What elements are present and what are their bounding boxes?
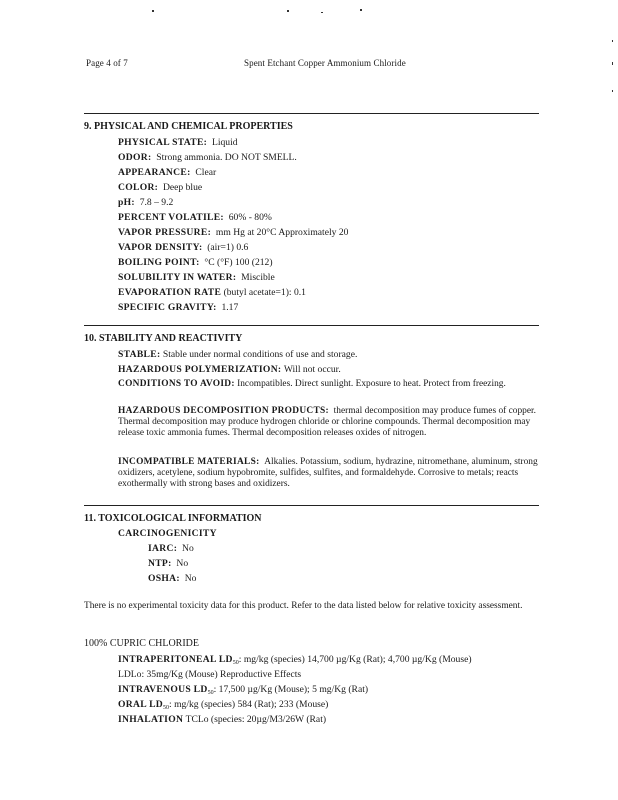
osha-line: OSHA: No: [148, 573, 197, 584]
tox-oral: ORAL $LD_{50}$: mg/kg (species) 584 (Rat); 233 (Mouse): [118, 699, 329, 711]
section-11-heading: 11. TOXICOLOGICAL INFORMATION: [84, 513, 262, 524]
iarc-line: IARC: No: [148, 543, 194, 554]
section-divider: [84, 325, 539, 326]
property-ph: pH: 7.8 – 9.2: [118, 197, 174, 208]
tox-ldlo: LDLo: 35mg/Kg (Mouse) Reproductive Effects: [118, 669, 302, 680]
page-number: Page 4 of 7: [86, 58, 128, 68]
scan-speck: [612, 40, 613, 42]
document-title: Spent Etchant Copper Ammonium Chloride: [244, 58, 406, 68]
property-boiling-point: BOILING POINT: °C (°F) 100 (212): [118, 257, 273, 268]
property-specific-gravity: SPECIFIC GRAVITY: 1.17: [118, 302, 239, 313]
tox-inhalation: INHALATION TCLo (species: 20µg/M3/26W (Rat): [118, 714, 327, 725]
property-color: COLOR: Deep blue: [118, 182, 203, 193]
section-9-heading: 9. PHYSICAL AND CHEMICAL PROPERTIES: [84, 121, 293, 132]
tox-intraperitoneal: INTRAPERITONEAL $LD_{50}$: mg/kg (species) 14,700 µg/Kg (Rat); 4,700 µg/Kg (Mouse): [118, 654, 472, 666]
scan-speck: [287, 10, 289, 12]
property-evaporation-rate: EVAPORATION RATE (butyl acetate=1): 0.1: [118, 287, 306, 298]
stable-line: STABLE: Stable under normal conditions of use and storage.: [118, 349, 358, 360]
property-vapor-pressure: VAPOR PRESSURE: mm Hg at 20°C Approximately 20: [118, 227, 349, 238]
toxicity-note: There is no experimental toxicity data for this product. Refer to the data listed below for relative toxicity assessment.: [84, 601, 523, 611]
property-percent-volatile: PERCENT VOLATILE: 60% - 80%: [118, 212, 272, 223]
scan-speck: [612, 90, 613, 92]
scan-speck: [360, 9, 362, 11]
property-odor: ODOR: Strong ammonia. DO NOT SMELL.: [118, 152, 297, 163]
scan-speck: [152, 10, 154, 12]
property-solubility: SOLUBILITY IN WATER: Miscible: [118, 272, 275, 283]
property-vapor-density: VAPOR DENSITY: (air=1) 0.6: [118, 242, 249, 253]
substance-heading: 100% CUPRIC CHLORIDE: [84, 638, 200, 649]
decomposition-products: HAZARDOUS DECOMPOSITION PRODUCTS: thermal decomposition may produce fumes of copper. Thermal decomposition may produce hydrogen chloride or chlorine compounds. Thermal decomposition may release toxic ammonia fumes. Thermal decomposition releases oxides of nitrogen.: [118, 406, 536, 439]
incompatible-materials: INCOMPATIBLE MATERIALS: Alkalies. Potassium, sodium, hydrazine, nitromethane, aluminum, strong oxidizers, acetylene, sodium hypobromite, sulfides, sulfites, and formaldehyde. Corrosive to metals; reacts exothermally with strong bases and oxidizers.: [118, 457, 538, 490]
section-divider: [84, 113, 539, 114]
section-10-heading: 10. STABILITY AND REACTIVITY: [84, 333, 243, 344]
conditions-to-avoid: CONDITIONS TO AVOID: Incompatibles. Direct sunlight. Exposure to heat. Protect from freezing.: [118, 379, 506, 389]
property-physical-state: PHYSICAL STATE: Liquid: [118, 137, 238, 148]
ntp-line: NTP: No: [148, 558, 189, 569]
polymerization-line: HAZARDOUS POLYMERIZATION: Will not occur.: [118, 364, 341, 375]
section-divider: [84, 505, 539, 506]
property-appearance: APPEARANCE: Clear: [118, 167, 217, 178]
scan-speck: [321, 12, 323, 13]
scan-speck: [612, 62, 613, 65]
carcinogenicity-heading: CARCINOGENICITY: [118, 528, 217, 539]
tox-intravenous: INTRAVENOUS $LD_{50}$: 17,500 µg/Kg (Mouse); 5 mg/Kg (Rat): [118, 684, 369, 696]
